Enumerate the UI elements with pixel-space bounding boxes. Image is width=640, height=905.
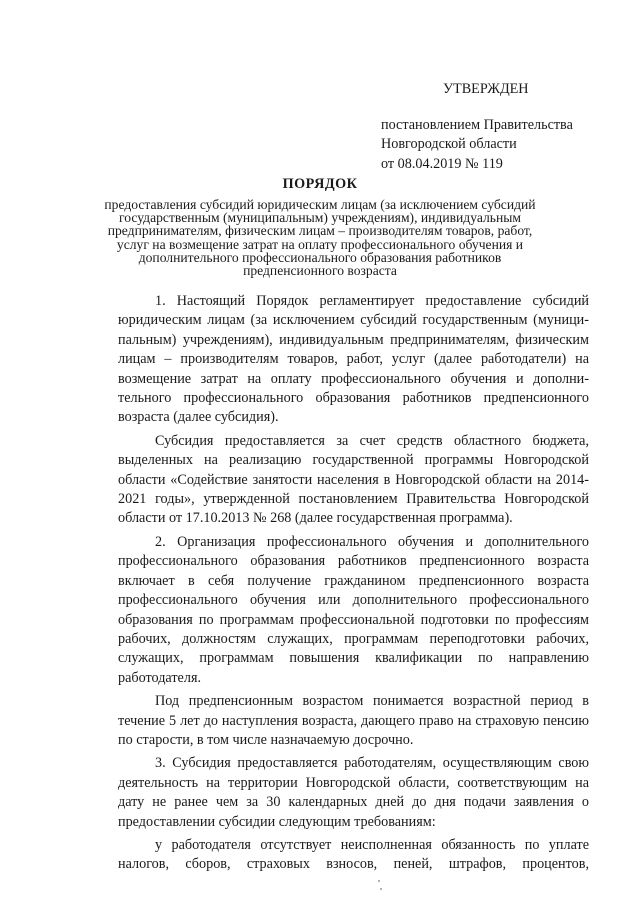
body-line: 2021 годы», утвержденной постановлением Правительства Новгородской (118, 491, 589, 508)
body-line: у работодателя отсутствует неисполненная обязанность по уплате (155, 836, 589, 853)
body-line: области от 17.10.2013 № 268 (далее государственная программа). (118, 510, 513, 527)
approval-line: Новгородской области (381, 136, 517, 152)
body-paragraph (118, 754, 589, 832)
body-line: лицам – производителям товаров, работ, услуг (далее работодатели) на (118, 351, 589, 368)
body-line: юридическим лицам (за исключением субсидий государственным (муници- (118, 312, 589, 329)
document-title: ПОРЯДОК (282, 176, 358, 192)
body-line: возмещение затрат на оплату профессионального обучения и дополни- (118, 370, 589, 387)
body-line: профессионального образования работников предпенсионного возраста (118, 553, 589, 570)
subtitle-line: предпринимателям, физическим лицам – производителям товаров, работ, (107, 223, 533, 239)
body-line: 2. Организация профессионального обучения и дополнительного (155, 533, 589, 550)
body-paragraph (118, 533, 589, 688)
body-line: течение 5 лет до наступления возраста, дающего право на страховую пенсию (118, 712, 589, 729)
body-line: служащих, программам повышения квалификации по направлению (118, 650, 589, 667)
document-subtitle (100, 198, 540, 277)
document-body (118, 292, 589, 879)
body-line: возраста (далее субсидия). (118, 409, 279, 426)
body-line: 3. Субсидия предоставляется работодателям, осуществляющим свою (155, 755, 589, 772)
body-line: по старости, в том числе назначаемую досрочно. (118, 731, 414, 748)
approval-heading: УТВЕРЖДЕН (443, 81, 529, 97)
body-paragraph (118, 836, 589, 875)
approval-block (381, 80, 621, 174)
body-paragraph (118, 692, 589, 750)
body-line: образования по программам профессиональной подготовки по профессиям (118, 611, 589, 628)
body-line: тельного профессионального образования работников предпенсионного (118, 390, 589, 407)
body-line: работодателя. (118, 669, 202, 686)
body-line: выделенных на реализацию государственной программы Новгородской (118, 452, 589, 469)
body-line: включает в себя получение гражданином предпенсионного возраста (118, 572, 589, 589)
body-paragraph (118, 292, 589, 428)
scan-speck (380, 888, 382, 890)
body-line: Субсидия предоставляется за счет средств областного бюджета, (155, 432, 589, 449)
body-paragraph (118, 432, 589, 529)
body-line: профессионального обучения или дополнительного профессионального (118, 592, 589, 609)
subtitle-line: предоставления субсидий юридическим лицам (за исключением субсидий (104, 197, 536, 212)
body-line: пальным) учреждениям), индивидуальным предпринимателям, физическим (118, 331, 589, 348)
body-line: деятельность на территории Новгородской области, соответствующим на (118, 774, 589, 791)
body-line: Под предпенсионным возрастом понимается возрастной период в (155, 693, 589, 710)
subtitle-line: дополнительного профессионального образования работников (138, 249, 502, 265)
body-line: предоставлении субсидии следующим требованиям: (118, 813, 436, 830)
body-line: рабочих, должностям служащих, программам переподготовки рабочих, (118, 630, 589, 647)
approval-line: постановлением Правительства (381, 116, 573, 133)
body-line: 1. Настоящий Порядок регламентирует предоставление субсидий (155, 293, 589, 309)
body-line: области «Содействие занятости населения в Новгородской области на 2014- (118, 471, 589, 488)
body-line: налогов, сборов, страховых взносов, пеней, штрафов, процентов, (118, 856, 589, 873)
subtitle-line: предпенсионного возраста (243, 263, 397, 279)
subtitle-line: услуг на возмещение затрат на оплату профессионального обучения и (116, 236, 524, 252)
scan-speck (378, 880, 380, 882)
approval-line: от 08.04.2019 № 119 (381, 155, 503, 172)
subtitle-line: государственным (муниципальным) учреждениям), индивидуальным (119, 210, 521, 226)
body-line: дату не ранее чем за 30 календарных дней до дня подачи заявления о (118, 794, 589, 811)
